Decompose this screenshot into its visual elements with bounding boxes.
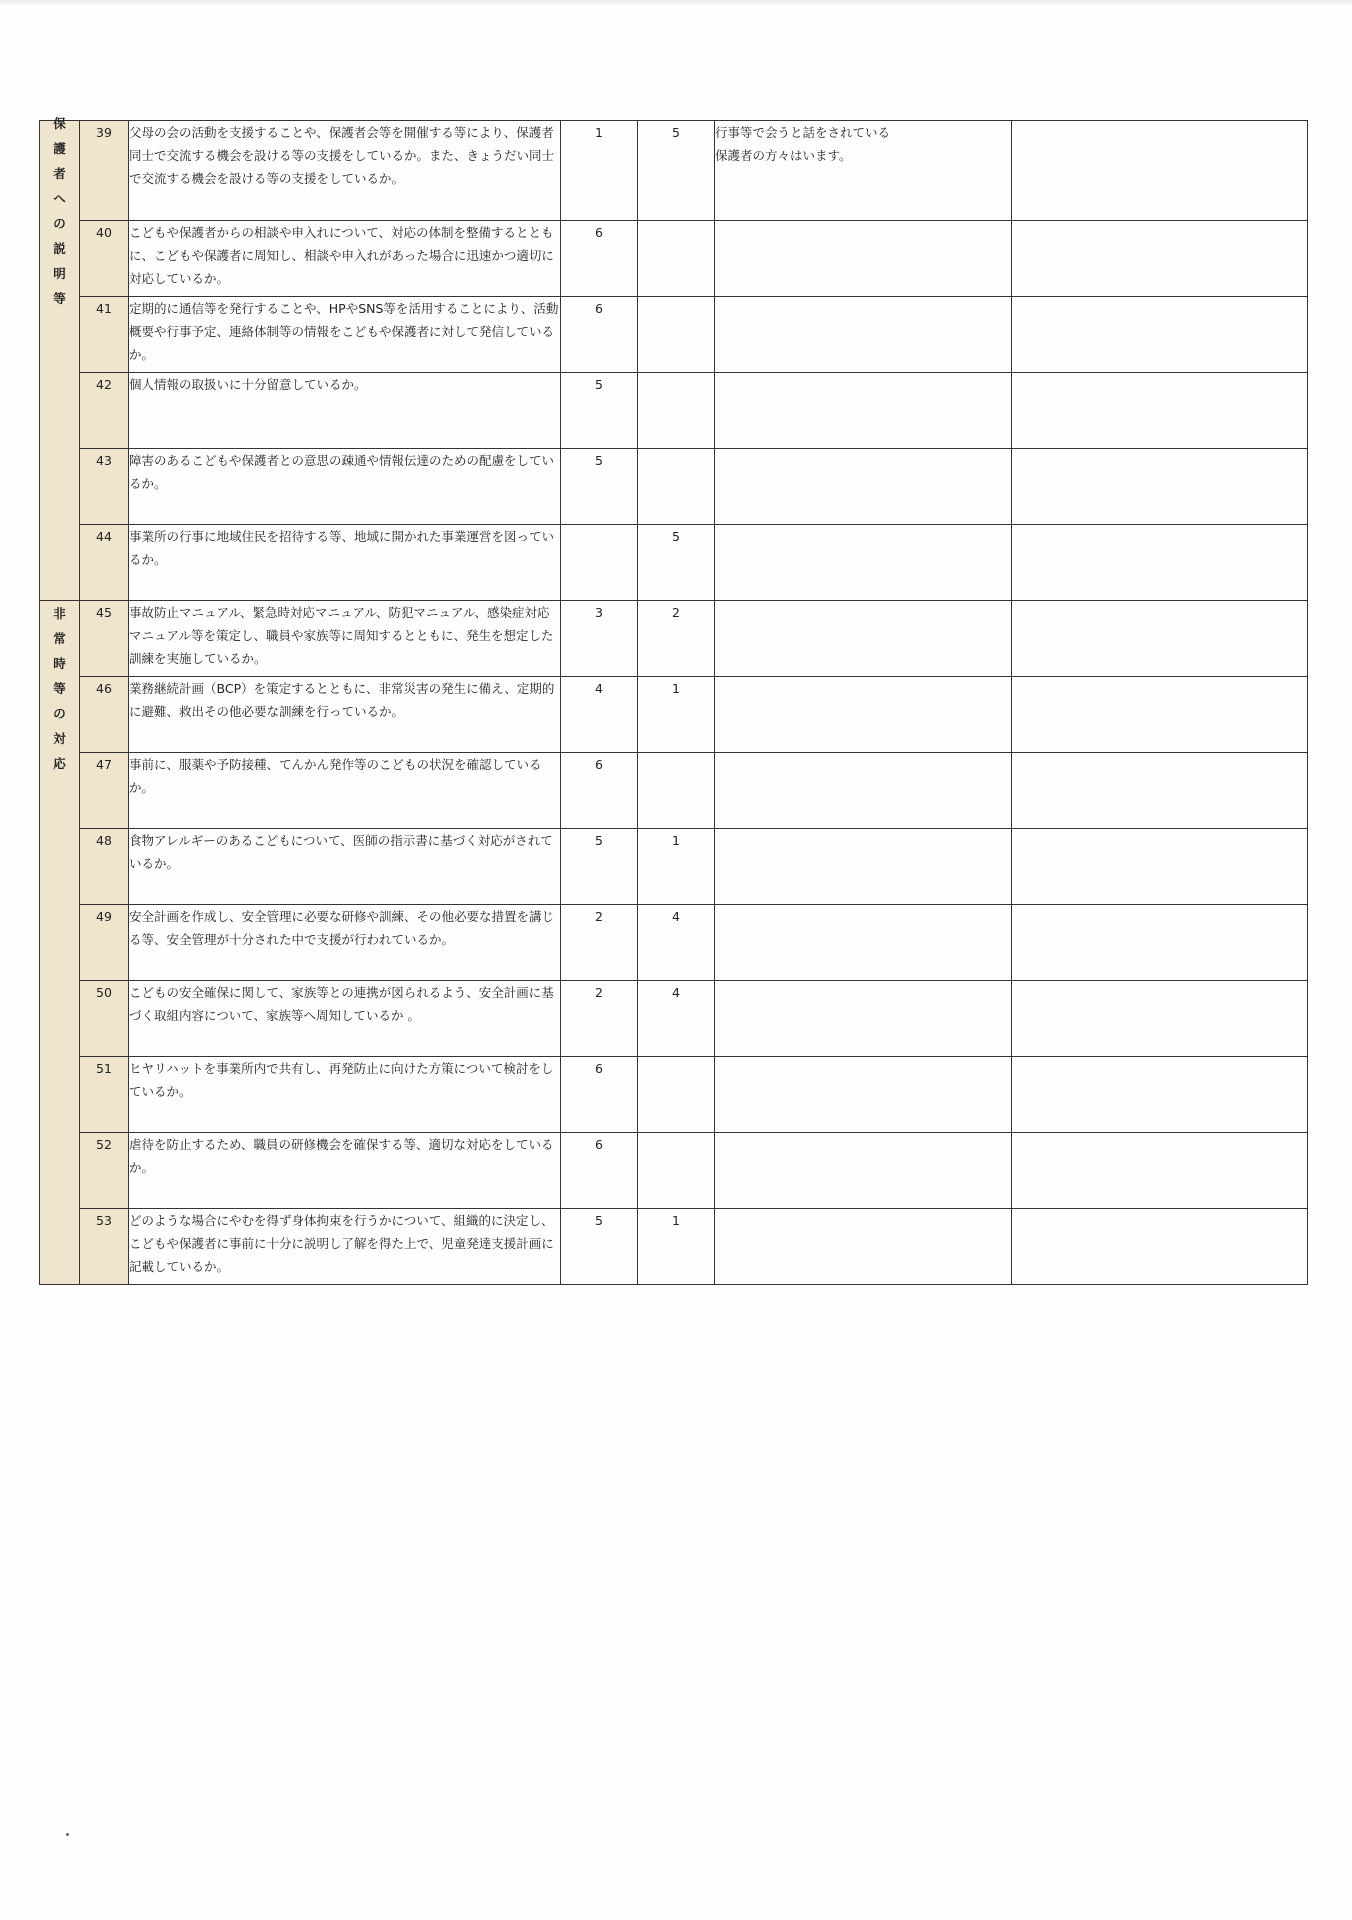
count-yes: 2 bbox=[561, 981, 638, 1057]
count-no bbox=[638, 449, 715, 525]
guardian-comment bbox=[715, 829, 1012, 905]
item-number: 49 bbox=[80, 905, 129, 981]
item-number: 43 bbox=[80, 449, 129, 525]
count-yes: 5 bbox=[561, 373, 638, 449]
guardian-comment bbox=[715, 1133, 1012, 1209]
question-text: 業務継続計画（BCP）を策定するとともに、非常災害の発生に備え、定期的に避難、救出その他必要な訓練を行っているか。 bbox=[129, 677, 561, 753]
office-remarks bbox=[1012, 121, 1308, 221]
table-row bbox=[40, 981, 1308, 1057]
item-number: 50 bbox=[80, 981, 129, 1057]
count-yes: 3 bbox=[561, 601, 638, 677]
item-number: 47 bbox=[80, 753, 129, 829]
question-text: 虐待を防止するため、職員の研修機会を確保する等、適切な対応をしているか。 bbox=[129, 1133, 561, 1209]
count-yes: 4 bbox=[561, 677, 638, 753]
table-row bbox=[40, 905, 1308, 981]
office-remarks bbox=[1012, 677, 1308, 753]
question-text: こどもや保護者からの相談や申入れについて、対応の体制を整備するとともに、こどもや保護者に周知し、相談や申入れがあった場合に迅速かつ適切に対応しているか。 bbox=[129, 221, 561, 297]
item-number: 46 bbox=[80, 677, 129, 753]
item-number: 53 bbox=[80, 1209, 129, 1285]
office-remarks bbox=[1012, 981, 1308, 1057]
office-remarks bbox=[1012, 905, 1308, 981]
scan-edge bbox=[0, 0, 1352, 6]
guardian-comment bbox=[715, 449, 1012, 525]
count-no bbox=[638, 297, 715, 373]
count-no: 1 bbox=[638, 829, 715, 905]
count-no: 5 bbox=[638, 121, 715, 221]
count-yes: 6 bbox=[561, 1133, 638, 1209]
category-cell bbox=[40, 601, 80, 1285]
count-no: 1 bbox=[638, 677, 715, 753]
table-row bbox=[40, 449, 1308, 525]
question-text: 安全計画を作成し、安全管理に必要な研修や訓練、その他必要な措置を講じる等、安全管理が十分された中で支援が行われているか。 bbox=[129, 905, 561, 981]
count-no: 2 bbox=[638, 601, 715, 677]
item-number: 48 bbox=[80, 829, 129, 905]
office-remarks bbox=[1012, 525, 1308, 601]
item-number: 39 bbox=[80, 121, 129, 221]
question-text: どのような場合にやむを得ず身体拘束を行うかについて、組織的に決定し、こどもや保護者に事前に十分に説明し了解を得た上で、児童発達支援計画に記載しているか。 bbox=[129, 1209, 561, 1285]
guardian-comment bbox=[715, 981, 1012, 1057]
guardian-comment bbox=[715, 297, 1012, 373]
guardian-comment bbox=[715, 677, 1012, 753]
question-text: 父母の会の活動を支援することや、保護者会等を開催する等により、保護者同士で交流する機会を設ける等の支援をしているか。また、きょうだい同士で交流する機会を設ける等の支援をしているか。 bbox=[129, 121, 561, 221]
office-remarks bbox=[1012, 221, 1308, 297]
count-no: 4 bbox=[638, 981, 715, 1057]
question-text: 個人情報の取扱いに十分留意しているか。 bbox=[129, 373, 561, 449]
question-text: 障害のあるこどもや保護者との意思の疎通や情報伝達のための配慮をしているか。 bbox=[129, 449, 561, 525]
question-text: 事前に、服薬や予防接種、てんかん発作等のこどもの状況を確認しているか。 bbox=[129, 753, 561, 829]
question-text: 定期的に通信等を発行することや、HPやSNS等を活用することにより、活動概要や行事予定、連絡体制等の情報をこどもや保護者に対して発信しているか。 bbox=[129, 297, 561, 373]
table-row bbox=[40, 525, 1308, 601]
table-row bbox=[40, 1133, 1308, 1209]
office-remarks bbox=[1012, 1057, 1308, 1133]
count-yes: 6 bbox=[561, 753, 638, 829]
table-row bbox=[40, 373, 1308, 449]
office-remarks bbox=[1012, 373, 1308, 449]
count-no: 4 bbox=[638, 905, 715, 981]
count-yes: 5 bbox=[561, 1209, 638, 1285]
office-remarks bbox=[1012, 1133, 1308, 1209]
question-text: 事故防止マニュアル、緊急時対応マニュアル、防犯マニュアル、感染症対応マニュアル等を策定し、職員や家族等に周知するとともに、発生を想定した訓練を実施しているか。 bbox=[129, 601, 561, 677]
count-no bbox=[638, 1057, 715, 1133]
guardian-comment bbox=[715, 1209, 1012, 1285]
question-text: 事業所の行事に地域住民を招待する等、地域に開かれた事業運営を図っているか。 bbox=[129, 525, 561, 601]
count-yes: 1 bbox=[561, 121, 638, 221]
count-no: 5 bbox=[638, 525, 715, 601]
office-remarks bbox=[1012, 297, 1308, 373]
count-no bbox=[638, 753, 715, 829]
scan-speck bbox=[66, 1833, 69, 1836]
count-yes bbox=[561, 525, 638, 601]
office-remarks bbox=[1012, 753, 1308, 829]
survey-body bbox=[40, 116, 1308, 1285]
table-row bbox=[40, 221, 1308, 297]
survey-table bbox=[39, 116, 1308, 1285]
table-row bbox=[40, 601, 1308, 677]
item-number: 40 bbox=[80, 221, 129, 297]
count-yes: 6 bbox=[561, 221, 638, 297]
table-row bbox=[40, 753, 1308, 829]
guardian-comment bbox=[715, 601, 1012, 677]
guardian-comment bbox=[715, 753, 1012, 829]
item-number: 44 bbox=[80, 525, 129, 601]
category-label: 非 常 時 等 の 対 応 bbox=[53, 606, 66, 771]
guardian-comment bbox=[715, 525, 1012, 601]
table-row bbox=[40, 1209, 1308, 1285]
count-no bbox=[638, 1133, 715, 1209]
item-number: 52 bbox=[80, 1133, 129, 1209]
question-text: 食物アレルギーのあるこどもについて、医師の指示書に基づく対応がされているか。 bbox=[129, 829, 561, 905]
guardian-comment bbox=[715, 1057, 1012, 1133]
table-row bbox=[40, 1057, 1308, 1133]
table-row bbox=[40, 121, 1308, 221]
table-row bbox=[40, 677, 1308, 753]
count-no: 1 bbox=[638, 1209, 715, 1285]
guardian-comment: 行事等で会うと話をされている 保護者の方々はいます。 bbox=[715, 121, 1012, 221]
table-row bbox=[40, 829, 1308, 905]
guardian-comment bbox=[715, 905, 1012, 981]
count-yes: 6 bbox=[561, 297, 638, 373]
office-remarks bbox=[1012, 1209, 1308, 1285]
count-yes: 2 bbox=[561, 905, 638, 981]
item-number: 45 bbox=[80, 601, 129, 677]
table-row bbox=[40, 297, 1308, 373]
count-yes: 5 bbox=[561, 449, 638, 525]
guardian-comment bbox=[715, 373, 1012, 449]
category-cell bbox=[40, 116, 80, 601]
item-number: 41 bbox=[80, 297, 129, 373]
count-no bbox=[638, 373, 715, 449]
office-remarks bbox=[1012, 449, 1308, 525]
count-no bbox=[638, 221, 715, 297]
question-text: ヒヤリハットを事業所内で共有し、再発防止に向けた方策について検討をしているか。 bbox=[129, 1057, 561, 1133]
question-text: こどもの安全確保に関して、家族等との連携が図られるよう、安全計画に基づく取組内容について、家族等へ周知しているか 。 bbox=[129, 981, 561, 1057]
item-number: 42 bbox=[80, 373, 129, 449]
office-remarks bbox=[1012, 601, 1308, 677]
office-remarks bbox=[1012, 829, 1308, 905]
guardian-comment bbox=[715, 221, 1012, 297]
count-yes: 6 bbox=[561, 1057, 638, 1133]
item-number: 51 bbox=[80, 1057, 129, 1133]
category-label: 保 護 者 へ の 説 明 等 bbox=[53, 116, 66, 306]
count-yes: 5 bbox=[561, 829, 638, 905]
